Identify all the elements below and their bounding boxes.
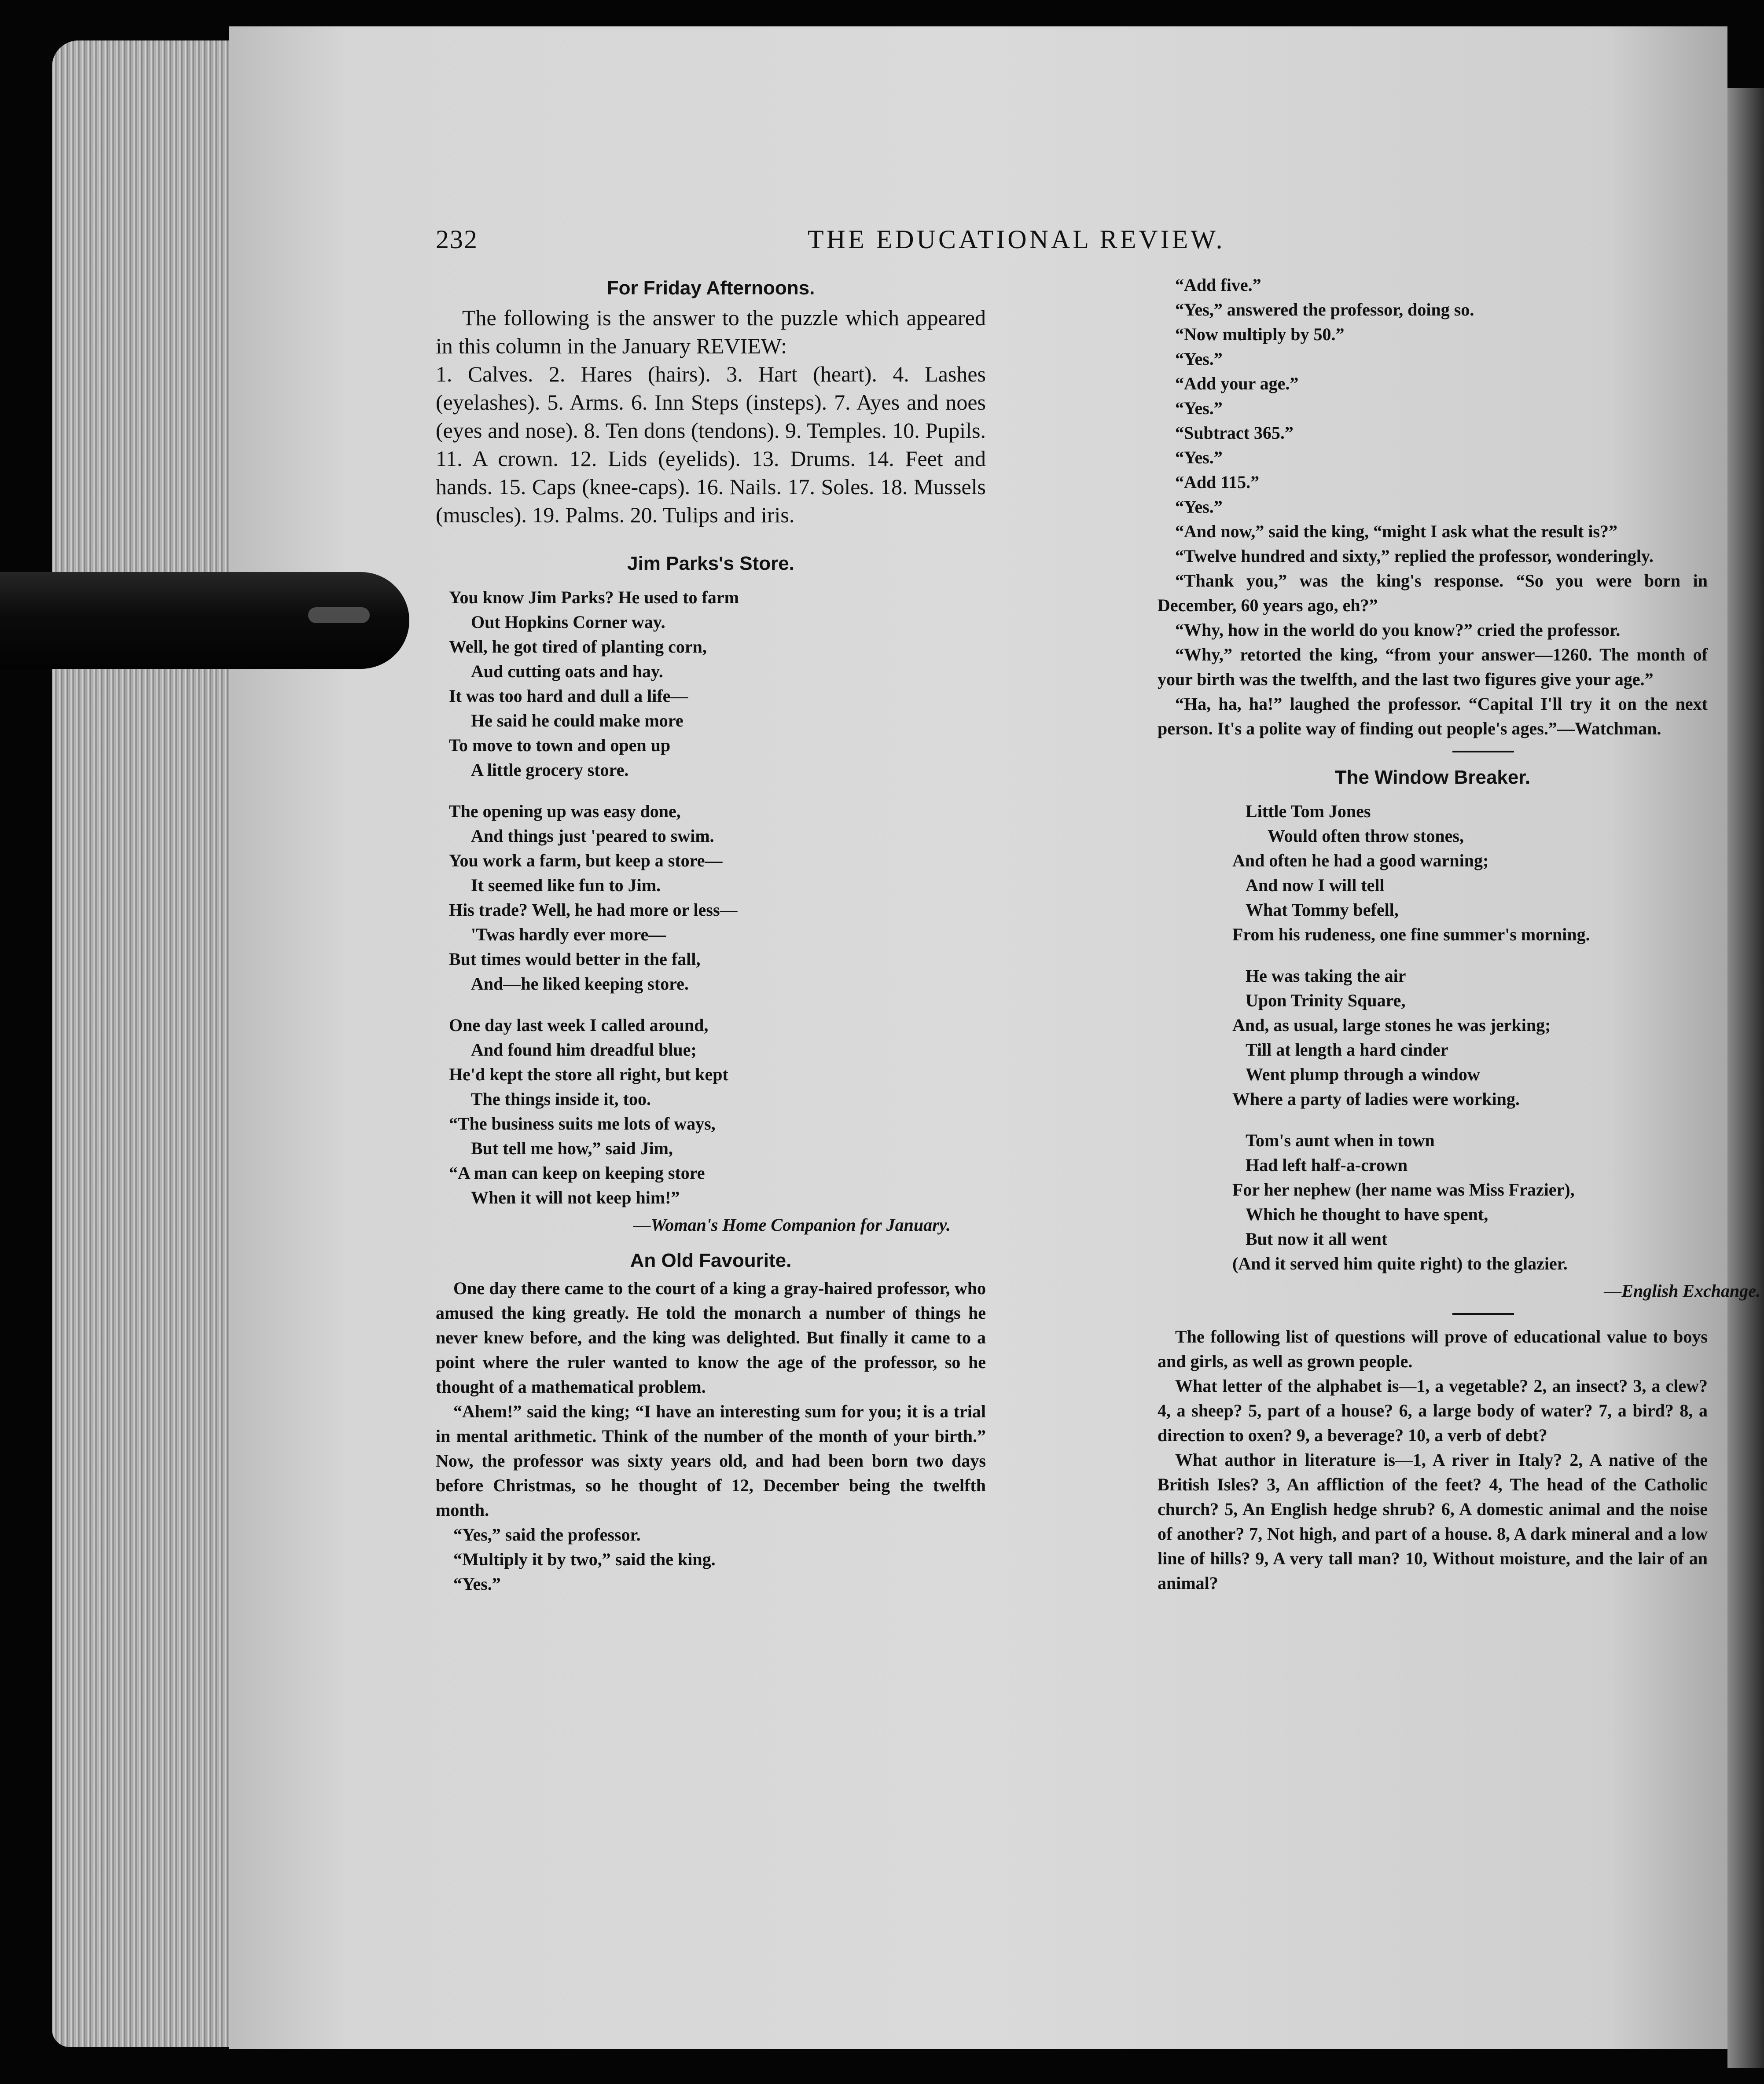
old-favourite-title: An Old Favourite. [630, 1250, 792, 1271]
window-breaker-title: The Window Breaker. [1334, 767, 1531, 788]
right-column [1012, 273, 1764, 1596]
poem-line: 'Twas hardly ever more— [471, 925, 666, 944]
poem-line: He said he could make more [471, 711, 684, 730]
poem-line: And, as usual, large stones he was jerking; [1232, 1015, 1551, 1035]
questions-paragraph: What letter of the alphabet is—1, a vegetable? 2, an insect? 3, a clew? 4, a sheep? 5, part of a house? 6, a large body of water? 7, a bird? 8, a direction to oxen? 9, a beverage? 10, a verb of debt? [1158, 1376, 1708, 1445]
puzzle-answers: 1. Calves. 2. Hares (hairs). 3. Hart (heart). 4. Lashes (eyelashes). 5. Arms. 6. Inn Steps (insteps). 7. Ayes and noes (eyes and nose). 8. Ten dons (tendons). 9. Temples. 10. Pupils. 11. A crown. 12. Lids (eyelids). 13. Drums. 14. Feet and hands. 15. Caps (knee-caps). 16. Nails. 17. Soles. 18. Mussels (muscles). 19. Palms. 20. Tulips and iris. [436, 362, 986, 527]
poem-line: “A man can keep on keeping store [449, 1163, 705, 1183]
questions-paragraph: What author in literature is—1, A river in Italy? 2, A native of the British Isles? 3, An affliction of the feet? 4, The head of the Catholic church? 5, An English hedge shrub? 6, A domestic animal and the noise of another? 7, Not high, and part of a house. 8, A dark mineral and a low line of hills? 9, A very tall man? 10, Without moisture, and the lair of an animal? [1158, 1450, 1708, 1593]
poem-line: Little Tom Jones [1246, 801, 1371, 821]
poem-line: Aud cutting oats and hay. [471, 661, 663, 681]
book-page [229, 26, 1760, 2049]
section-divider [1452, 751, 1514, 752]
story-paragraph: “Yes,” said the professor. [453, 1525, 641, 1545]
thumbnail-highlight [308, 607, 370, 623]
poem-line: Had left half-a-crown [1246, 1155, 1408, 1175]
friday-afternoons-title: For Friday Afternoons. [606, 277, 815, 299]
section-divider [1452, 1313, 1514, 1315]
dialogue-line: “Add five.” [1175, 275, 1261, 295]
dialogue-line: “Yes,” answered the professor, doing so. [1175, 300, 1474, 319]
poem-line: And—he liked keeping store. [471, 974, 689, 994]
puzzle-intro: The following is the answer to the puzzle which appeared in this column in the January REVIEW: [436, 305, 986, 358]
poem-line: And found him dreadful blue; [471, 1040, 697, 1060]
poem-line: The opening up was easy done, [449, 801, 681, 821]
dialogue-line: “Yes.” [1175, 448, 1223, 467]
book-page-edges [52, 40, 237, 2047]
poem-line: When it will not keep him!” [471, 1188, 680, 1207]
poem-line: Well, he got tired of planting corn, [449, 637, 707, 657]
dialogue-line: “Twelve hundred and sixty,” replied the professor, wonderingly. [1175, 546, 1654, 566]
poem-line: And often he had a good warning; [1232, 851, 1489, 870]
dialogue-line: “Yes.” [1175, 349, 1223, 369]
dialogue-line: “Now multiply by 50.” [1175, 324, 1345, 344]
poem-line: And now I will tell [1246, 875, 1385, 895]
poem-line: Went plump through a window [1246, 1064, 1480, 1084]
poem-line: From his rudeness, one fine summer's morning. [1232, 925, 1590, 944]
story-paragraph: One day there came to the court of a king a gray-haired professor, who amused the king greatly. He told the monarch a number of things he never knew before, and the king was delighted. But finally it came to a point where the ruler wanted to know the age of the professor, so he thought of a mathematical problem. [436, 1278, 986, 1397]
story-paragraph: “Multiply it by two,” said the king. [453, 1549, 716, 1569]
dialogue-line: “Add your age.” [1175, 374, 1299, 393]
old-favourite-dialogue [1012, 273, 1708, 741]
dialogue-line: “Ha, ha, ha!” laughed the professor. “Capital I'll try it on the next person. It's a polite way of finding out people's ages.”—Watchman. [1158, 694, 1708, 738]
dialogue-line: “Subtract 365.” [1175, 423, 1294, 443]
poem-line: It seemed like fun to Jim. [471, 875, 661, 895]
page-number: 232 [436, 225, 478, 254]
poem-line: Till at length a hard cinder [1246, 1040, 1448, 1060]
poem-line: He was taking the air [1246, 966, 1406, 986]
poem-line: What Tommy befell, [1246, 900, 1399, 920]
dialogue-line: “And now,” said the king, “might I ask what the result is?” [1175, 521, 1618, 541]
poem-line: Would often throw stones, [1268, 826, 1464, 846]
poem-line: To move to town and open up [449, 735, 671, 755]
dialogue-line: “Thank you,” was the king's response. “So you were born in December, 60 years ago, eh?” [1158, 571, 1708, 615]
poem-line: It was too hard and dull a life— [449, 686, 688, 706]
dialogue-line: “Add 115.” [1175, 472, 1260, 492]
poem-line: You work a farm, but keep a store— [449, 851, 723, 870]
dialogue-line: “Why,” retorted the king, “from your answer—1260. The month of your birth was the twelfth, and the last two figures give your age.” [1158, 645, 1708, 689]
poem-line: One day last week I called around, [449, 1015, 709, 1035]
window-breaker-poem [1012, 799, 1764, 1276]
window-breaker-attribution: —English Exchange. [1604, 1281, 1760, 1301]
poem-line: For her nephew (her name was Miss Frazier), [1232, 1180, 1575, 1200]
poem-line: His trade? Well, he had more or less— [449, 900, 738, 920]
poem-line: Where a party of ladies were working. [1232, 1089, 1520, 1109]
jim-parks-attribution: —Woman's Home Companion for January. [633, 1215, 951, 1235]
dialogue-line: “Why, how in the world do you know?” cried the professor. [1175, 620, 1621, 640]
dialogue-line: “Yes.” [1175, 398, 1223, 418]
dialogue-line: “Yes.” [1175, 497, 1223, 517]
old-favourite-story [436, 1276, 986, 1596]
jim-parks-title: Jim Parks's Store. [627, 553, 794, 574]
poem-line: “The business suits me lots of ways, [449, 1114, 716, 1134]
poem-line: And things just 'peared to swim. [471, 826, 714, 846]
poem-line: (And it served him quite right) to the glazier. [1232, 1254, 1568, 1273]
poem-line: Out Hopkins Corner way. [471, 612, 665, 632]
story-paragraph: “Ahem!” said the king; “I have an interesting sum for you; it is a trial in mental arithmetic. Think of the number of the month of your birth.” Now, the professor was sixty years old, and had been born two days before Christmas, so he thought of 12, December being the twelfth month. [436, 1402, 986, 1520]
poem-line: You know Jim Parks? He used to farm [449, 587, 739, 607]
running-head: THE EDUCATIONAL REVIEW. [808, 225, 1225, 254]
poem-line: A little grocery store. [471, 760, 629, 780]
poem-line: The things inside it, too. [471, 1089, 651, 1109]
questions-paragraph: The following list of questions will prove of educational value to boys and girls, as well as grown people. [1158, 1327, 1708, 1371]
story-paragraph: “Yes.” [453, 1574, 501, 1594]
poem-line: Which he thought to have spent, [1246, 1204, 1488, 1224]
poem-line: He'd kept the store all right, but kept [449, 1064, 728, 1084]
poem-line: But now it all went [1246, 1229, 1388, 1249]
poem-line: Tom's aunt when in town [1246, 1130, 1435, 1150]
poem-line: But tell me how,” said Jim, [471, 1138, 673, 1158]
poem-line: Upon Trinity Square, [1246, 991, 1406, 1010]
poem-line: But times would better in the fall, [449, 949, 701, 969]
questions-section [1012, 1325, 1708, 1596]
